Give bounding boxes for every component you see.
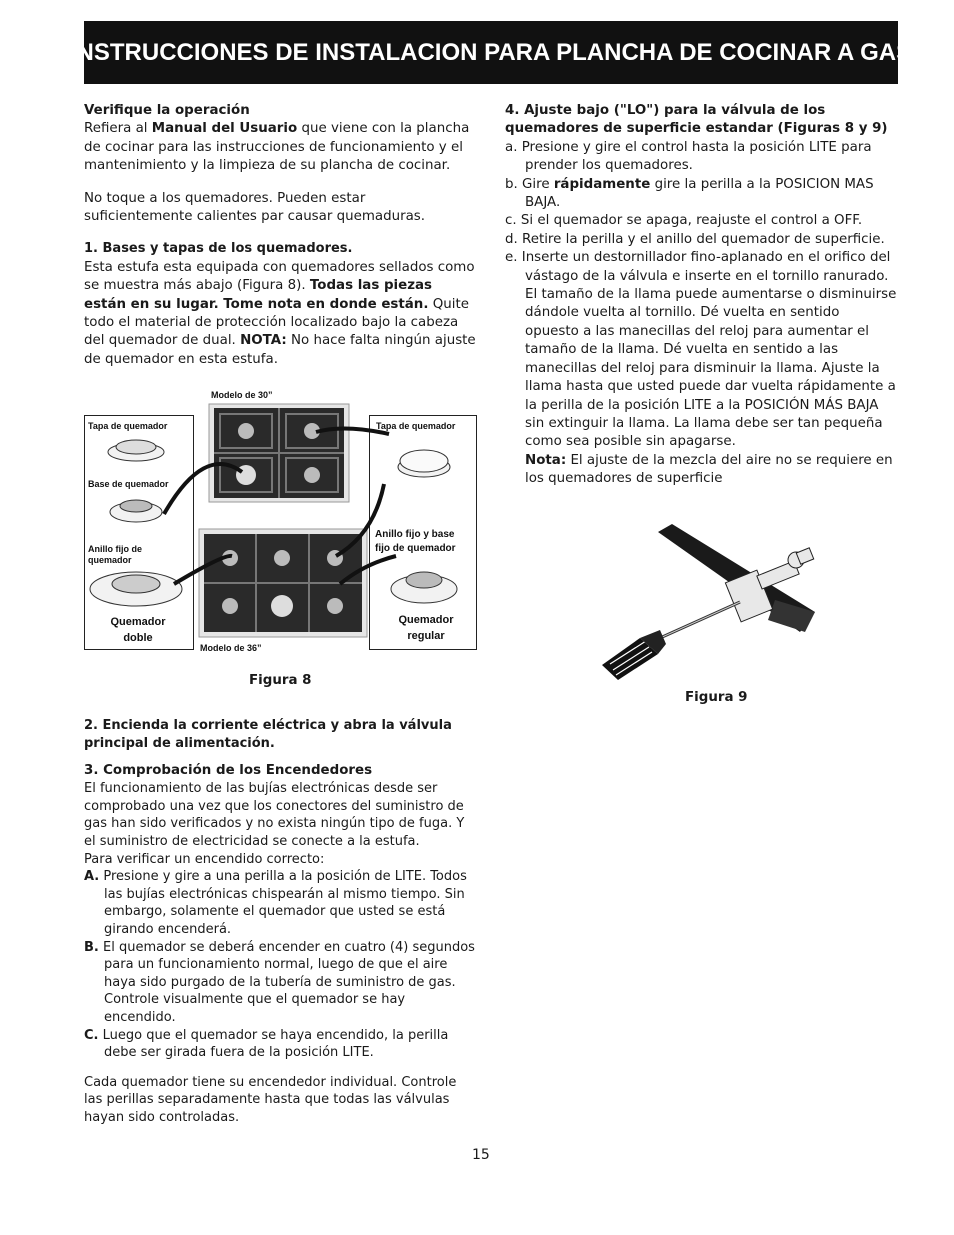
section-4-heading: 4. Ajuste bajo ("LO") para la válvula de los quemadores de superficie estandar (Figuras 8 y 9) (505, 103, 888, 137)
step-4a: a. Presione y gire el control hasta la posición LITE para prender los quemadores. (505, 139, 872, 174)
section-2-heading: 2. Encienda la corriente eléctrica y abra la válvula principal de alimentación. (84, 718, 452, 752)
verify-paragraph-1 (84, 120, 478, 175)
step-4d: d. Retire la perilla y el anillo del quemador de superficie. (505, 231, 885, 247)
verify-heading: Verifique la operación (84, 103, 250, 118)
verify-paragraph-2: No toque a los quemadores. Pueden estar suficientemente calientes par causar quemaduras. (84, 190, 426, 225)
page-header (69, 21, 913, 84)
note-text: El ajuste de la mezcla del aire no se requiere en los quemadores de superficie (525, 452, 893, 487)
cooktop-30-image (209, 404, 349, 502)
ring-left-label-2: quemador (88, 555, 132, 565)
section-3-paragraph-1: El funcionamiento de las bujías electrónicas desde ser comprobado una vez que los conectores del suministro de gas han sido verificados y no exista ningún tipo de fuga. Y el suministro de electricidad se conecte a la estufa. (84, 781, 465, 849)
ring-left-label-1: Anillo fijo de (88, 544, 142, 554)
step-b-marker: B. (84, 939, 99, 955)
section-1-heading: 1. Bases y tapas de los quemadores. (84, 241, 353, 257)
page-title: INSTRUCCIONES DE INSTALACION PARA PLANCHA DE COCINAR A GAS (69, 38, 913, 66)
step-a-marker: A. (84, 869, 100, 885)
note-label: NOTA: (240, 333, 287, 349)
step-c-marker: C. (84, 1027, 99, 1043)
text-bold: rápidamente (553, 176, 651, 192)
section-3-paragraph-2: Para verificar un encendido correcto: (84, 851, 325, 867)
step-4-note (505, 452, 897, 489)
step-c-text: Luego que el quemador se haya encendido, la perilla debe ser girada fuera de la posición LITE. (98, 1027, 449, 1061)
figure-9-caption: Figura 9 (685, 690, 748, 705)
step-b (84, 939, 478, 1027)
right-column (505, 102, 897, 489)
dual-label-1: Quemador (110, 616, 166, 628)
section-1-paragraph (84, 259, 478, 369)
note-label: Nota: (525, 452, 567, 468)
step-4c: c. Si el quemador se apaga, reajuste el control a OFF. (505, 213, 863, 229)
step-4b (505, 176, 897, 213)
text-run: No hace falta ningún ajuste de quemador en esta estufa. (84, 333, 476, 367)
model-30-label: Modelo de 30” (211, 390, 273, 400)
ring-right-label-2: fijo de quemador (375, 543, 456, 554)
left-column-top (84, 102, 478, 369)
cap-right-label: Tapa de quemador (376, 421, 456, 431)
base-left-label: Base de quemador (88, 479, 169, 489)
step-4e: e. Inserte un destornillador fino-aplanado en el orifico del vástago de la válvula e inserte en el tornillo ranurado. El tamaño de la llama puede aumentarse o disminuirse dándole vuelta al tornillo. Dé vuelta en sentido opuesto a las manecillas del reloj para aumentar el tamaño de la llama. Dé vuelta en sentido a las manecillas del reloj para disminuir la llama. Ajuste la llama hasta que usted puede dar vuelta rápidamente a la perilla de la posición LITE a la POSICIÓN MÁS BAJA sin extinguir la llama. La llama debe ser tan pequeña como sea posible sin apagarse. (505, 250, 897, 450)
figure-8-burner-diagram (84, 384, 478, 652)
text-bold: Todas las piezas están en su lugar. Tome nota en donde están. (84, 278, 433, 312)
left-column-bottom (84, 717, 478, 1127)
model-36-label: Modelo de 36” (200, 643, 262, 652)
text-run: b. Gire (505, 176, 554, 192)
step-a-text: Presione y gire a una perilla a la posición de LITE. Todos las bujías electrónicas chispearán al mismo tiempo. Sin embargo, solamente el quemador que usted se está girando encenderá. (99, 869, 467, 937)
text-run: Refiera al (84, 121, 152, 137)
ring-right-label-1: Anillo fijo y base (375, 529, 455, 540)
step-b-text: El quemador se deberá encender en cuatro (4) segundos para un funcionamiento normal, luego de que el aire haya sido purgado de la tubería de suministro de gas. Controle visualmente que el quemador se hay encendido. (98, 939, 475, 1025)
manual-reference: Manual del Usuario (151, 121, 298, 137)
text-run: gire la perilla a la POSICION MAS BAJA. (525, 176, 874, 211)
dual-label-2: doble (123, 632, 153, 644)
page-number: 15 (472, 1147, 490, 1163)
section-3-heading: 3. Comprobación de los Encendedores (84, 762, 373, 778)
regular-label-2: regular (407, 630, 445, 642)
section-3-paragraph-3: Cada quemador tiene su encendedor individual. Controle las perillas separadamente hasta que todas las válvulas hayan sido controladas. (84, 1074, 457, 1125)
screwdriver-icon (602, 602, 740, 680)
text-run: Quite todo el material de protección localizado bajo la cabeza del quemador de dual. (84, 296, 469, 349)
figure-8-caption: Figura 8 (249, 673, 312, 688)
cap-left-label: Tapa de quemador (88, 421, 168, 431)
regular-label-1: Quemador (398, 614, 454, 626)
figure-9-valve-adjustment (600, 520, 820, 685)
step-c (84, 1027, 478, 1062)
step-a (84, 868, 478, 938)
text-run: que viene con la plancha de cocinar para las instrucciones de funcionamiento y el mantenimiento y la limpieza de su plancha de cocinar. (84, 121, 470, 174)
text-run: Esta estufa esta equipada con quemadores sellados como se muestra más abajo (Figura 8). (84, 259, 475, 294)
